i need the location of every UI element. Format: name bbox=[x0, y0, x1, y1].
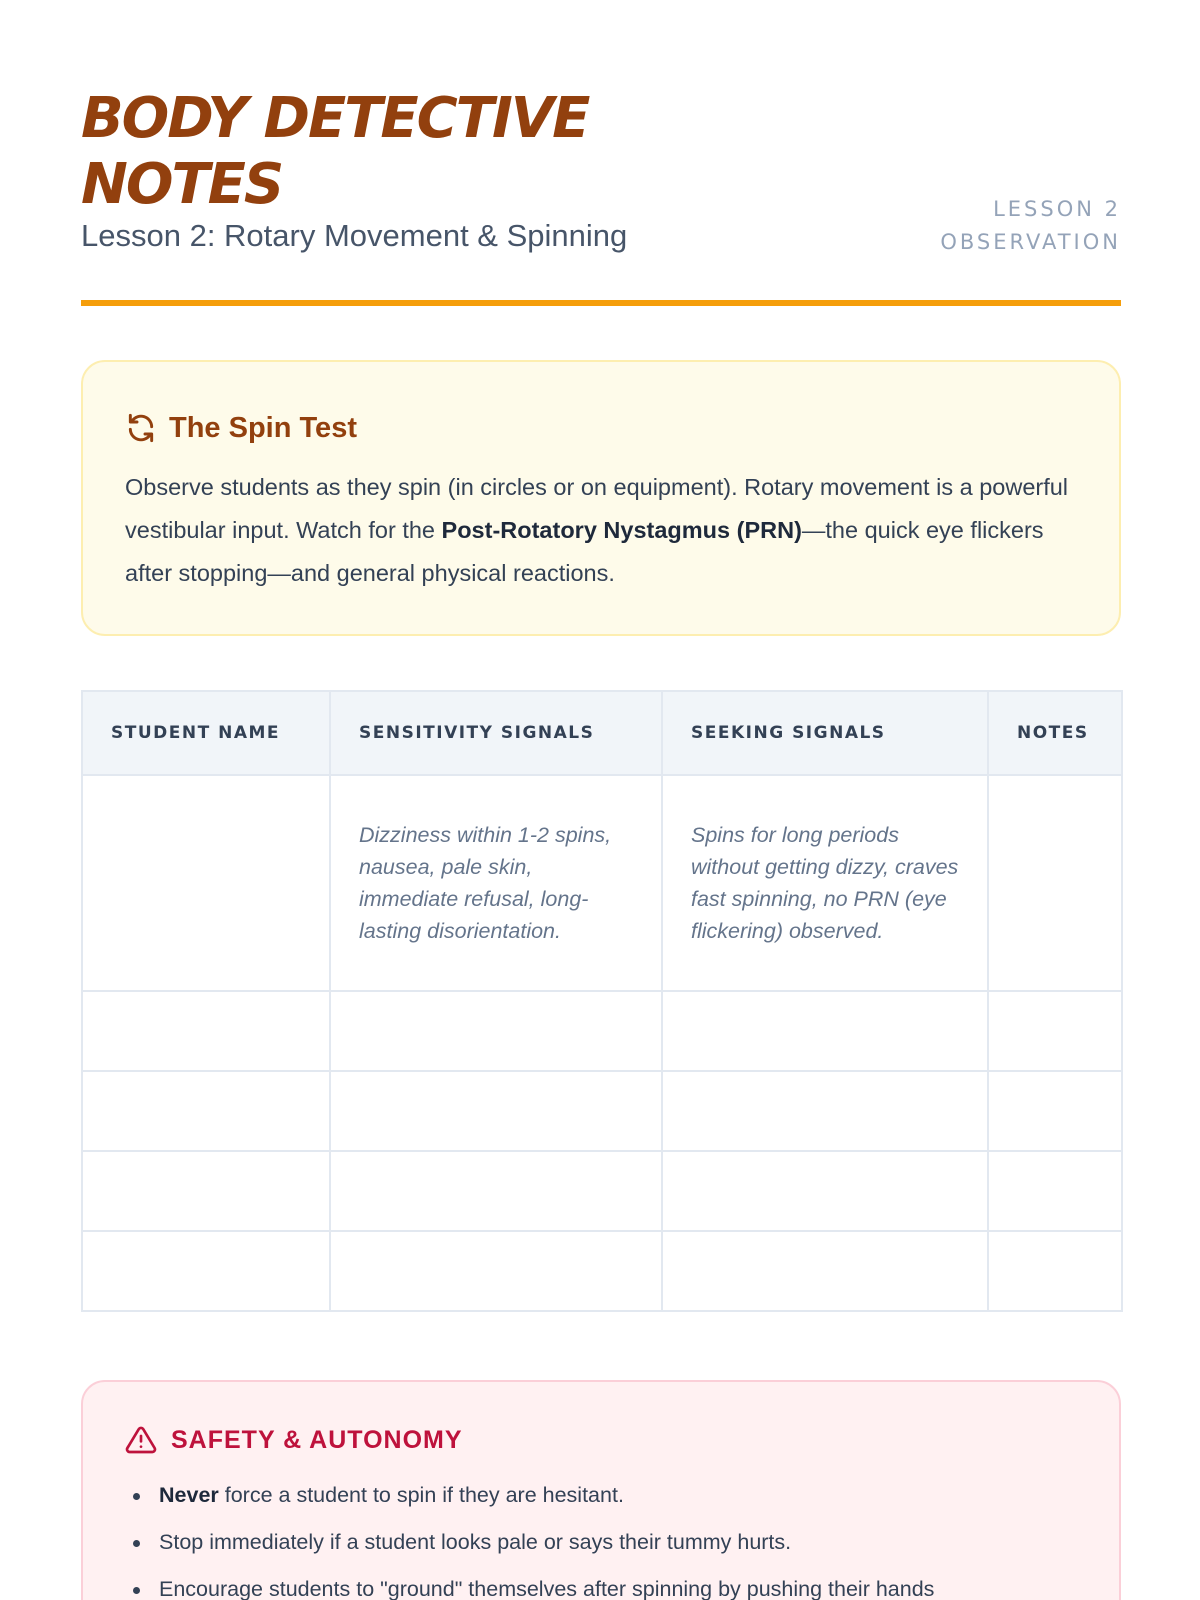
spin-test-title: The Spin Test bbox=[169, 411, 357, 444]
table-row bbox=[82, 1231, 1122, 1311]
seeking-hint: Spins for long periods without getting dizzy, craves fast spinning, no PRN (eye flickering) observed. bbox=[691, 823, 959, 943]
intro-text-start: Observe students as they spin (in circles or on equipment). Rotary movement is a powerful vestibular input. Watch for the bbox=[125, 474, 1069, 543]
table-header-row bbox=[82, 691, 1122, 775]
sensitivity-cell[interactable] bbox=[330, 1231, 662, 1311]
student-name-cell[interactable] bbox=[82, 1231, 330, 1311]
sensitivity-hint: Dizziness within 1-2 spins, nausea, pale skin, immediate refusal, long-lasting disorientation. bbox=[359, 823, 612, 943]
safety-item-text: force a student to spin if they are hesitant. bbox=[218, 1483, 624, 1507]
notes-cell[interactable] bbox=[988, 1151, 1122, 1231]
seeking-cell[interactable] bbox=[662, 1151, 988, 1231]
safety-box bbox=[81, 1380, 1121, 1600]
page-header bbox=[81, 0, 1121, 306]
safety-item-text: Encourage students to "ground" themselves after spinning by pushing their hands bbox=[159, 1577, 935, 1600]
header-seeking-signals: SEEKING SIGNALS bbox=[662, 691, 988, 775]
spin-test-description bbox=[125, 466, 1077, 595]
sensitivity-cell[interactable] bbox=[330, 775, 662, 991]
table-row bbox=[82, 1071, 1122, 1151]
sensitivity-cell[interactable] bbox=[330, 991, 662, 1071]
refresh-icon bbox=[125, 412, 157, 444]
lesson-tag-line-1: LESSON 2 bbox=[993, 197, 1121, 221]
list-item bbox=[125, 1519, 1077, 1566]
header-sensitivity-signals: SENSITIVITY SIGNALS bbox=[330, 691, 662, 775]
header-notes: NOTES bbox=[988, 691, 1122, 775]
table-row bbox=[82, 775, 1122, 991]
seeking-cell[interactable] bbox=[662, 1231, 988, 1311]
notes-cell[interactable] bbox=[988, 775, 1122, 991]
page-title: BODY DETECTIVE NOTES bbox=[81, 86, 589, 217]
lesson-tag bbox=[940, 193, 1121, 259]
lesson-tag-line-2: OBSERVATION bbox=[940, 230, 1121, 254]
notes-cell[interactable] bbox=[988, 1071, 1122, 1151]
sensitivity-cell[interactable] bbox=[330, 1151, 662, 1231]
seeking-cell[interactable] bbox=[662, 1071, 988, 1151]
spin-test-box bbox=[81, 360, 1121, 636]
header-student-name: STUDENT NAME bbox=[82, 691, 330, 775]
student-name-cell[interactable] bbox=[82, 1151, 330, 1231]
list-item bbox=[125, 1472, 1077, 1519]
warning-triangle-icon bbox=[125, 1424, 157, 1456]
header-divider bbox=[81, 300, 1121, 306]
safety-item-text: Stop immediately if a student looks pale or says their tummy hurts. bbox=[159, 1530, 792, 1554]
intro-text-end: —the quick eye flickers after stopping—and general physical reactions. bbox=[125, 517, 1044, 586]
student-name-cell[interactable] bbox=[82, 775, 330, 991]
safety-heading bbox=[125, 1422, 1077, 1458]
safety-title: SAFETY & AUTONOMY bbox=[171, 1425, 463, 1454]
observation-table bbox=[81, 690, 1123, 1312]
sensitivity-cell[interactable] bbox=[330, 1071, 662, 1151]
notes-cell[interactable] bbox=[988, 991, 1122, 1071]
student-name-cell[interactable] bbox=[82, 1071, 330, 1151]
intro-text-bold: Post-Rotatory Nystagmus (PRN) bbox=[441, 517, 802, 543]
worksheet-page bbox=[81, 0, 1121, 1600]
lesson-subtitle: Lesson 2: Rotary Movement & Spinning bbox=[81, 218, 628, 253]
seeking-cell[interactable] bbox=[662, 775, 988, 991]
notes-cell[interactable] bbox=[988, 1231, 1122, 1311]
spin-test-heading bbox=[125, 410, 1077, 446]
list-item bbox=[125, 1566, 1077, 1600]
safety-list bbox=[125, 1472, 1077, 1600]
seeking-cell[interactable] bbox=[662, 991, 988, 1071]
student-name-cell[interactable] bbox=[82, 991, 330, 1071]
safety-item-bold: Never bbox=[159, 1483, 219, 1507]
table-row bbox=[82, 1151, 1122, 1231]
table-row bbox=[82, 991, 1122, 1071]
